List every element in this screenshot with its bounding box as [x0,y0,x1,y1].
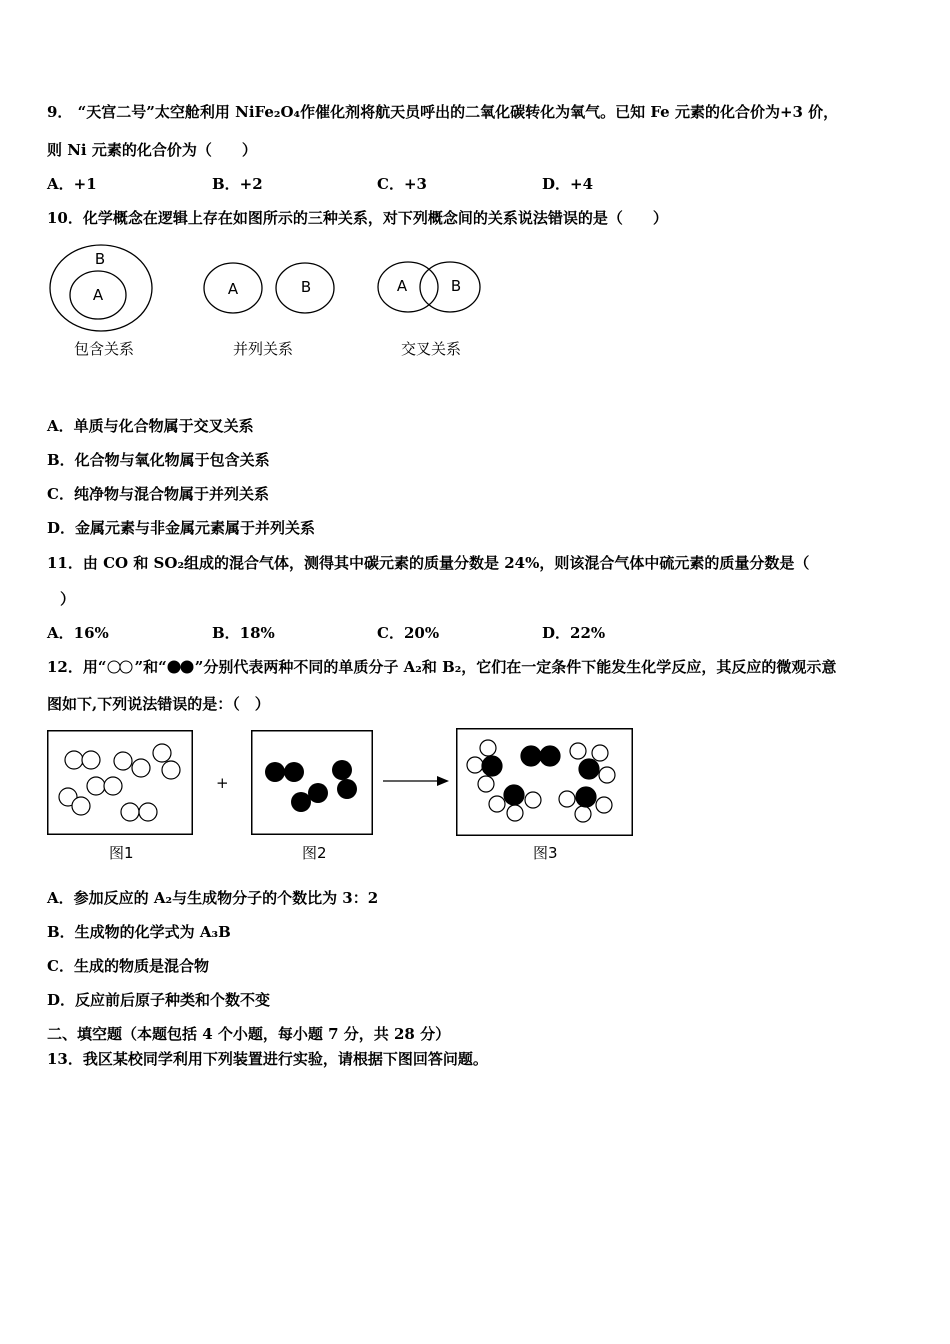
q9-stem-line1: 9． “天宫二号”太空舱利用 NiFe₂O₄作催化剂将航天员呼出的二氧化碳转化为氧气。已知 Fe 元素的化合价为+3 价， [47,103,839,121]
a-atom [153,744,171,762]
q12-figure3-caption: 图3 [533,844,558,862]
a-atom [139,803,157,821]
q9-option-a: A．+1 [47,175,97,193]
q11-option-c: C．20% [377,624,440,642]
q11-option-a: A．16% [47,624,109,642]
a-atom [114,752,132,770]
q10-relation-diagram [40,236,500,366]
filled-circle-molecule-icon [167,660,195,674]
q10-stem: 10．化学概念在逻辑上存在如图所示的三种关系，对下列概念间的关系说法错误的是（ ） [47,209,668,227]
b-atom [284,762,304,782]
parallel-caption: 并列关系 [232,340,294,358]
b-atom [332,760,352,780]
q12-option-b: B．生成物的化学式为 A₃B [47,923,231,941]
q10-option-a: A．单质与化合物属于交叉关系 [47,417,254,435]
q9-option-c: C．+3 [377,175,427,193]
q12-plus-sign: + [216,774,229,792]
q9-stem-line2: 则 Ni 元素的化合价为（ ） [47,141,257,159]
q12-stem-part2: ”和“ [134,658,167,676]
contain-label-a: A [92,286,104,304]
q11-option-b: B．18% [212,624,275,642]
q10-option-b: B．化合物与氧化物属于包含关系 [47,451,270,469]
q12-option-a: A．参加反应的 A₂与生成物分子的个数比为 3：2 [47,889,379,907]
a-atom [82,751,100,769]
q11-option-d: D．22% [542,624,606,642]
a-atom [121,803,139,821]
q9-option-d: D．+4 [542,175,594,193]
a-atom [132,759,150,777]
contain-caption: 包含关系 [73,340,135,358]
q12-figure1 [47,730,193,835]
q11-stem-line2: ） [60,590,76,608]
q9-option-b: B．+2 [212,175,263,193]
q12-figure1-caption: 图1 [109,844,134,862]
a-atom [72,797,90,815]
q12-stem-part3: ”分别代表两种不同的单质分子 A₂和 B₂，它们在一定条件下能发生化学反应，其反应的微观示意 [194,658,837,676]
q12-stem-line1 [47,657,836,677]
cross-label-b: B [450,277,462,295]
a-atom [162,761,180,779]
a-atom [104,777,122,795]
b-atom [337,779,357,799]
a-atom [65,751,83,769]
section2-title: 二、填空题（本题包括 4 个小题，每小题 7 分，共 28 分） [47,1025,451,1043]
b-atom [308,783,328,803]
contain-label-b: B [94,250,106,268]
q12-figure2 [251,730,373,835]
q10-option-c: C．纯净物与混合物属于并列关系 [47,485,269,503]
cross-caption: 交叉关系 [400,340,462,358]
q10-option-d: D．金属元素与非金属元素属于并列关系 [47,519,316,537]
q12-stem-part1: 12．用“ [47,658,107,676]
q12-option-c: C．生成的物质是混合物 [47,957,209,975]
b-atom [291,792,311,812]
cross-label-a: A [396,277,408,295]
q11-stem-line1: 11．由 CO 和 SO₂组成的混合气体，测得其中碳元素的质量分数是 24%，则该混合气体中硫元素的质量分数是（ [47,554,810,572]
reaction-arrow-icon [383,774,451,788]
a-atom [87,777,105,795]
q12-option-d: D．反应前后原子种类和个数不变 [47,991,271,1009]
q13-stem: 13．我区某校同学利用下列装置进行实验，请根据下图回答问题。 [47,1050,488,1068]
q12-figure2-caption: 图2 [302,844,327,862]
b-atom [265,762,285,782]
q12-stem-line2: 图如下,下列说法错误的是：（ ） [47,695,270,713]
parallel-label-b: B [300,278,312,296]
q12-figure3 [456,728,633,836]
parallel-label-a: A [227,280,239,298]
open-circle-molecule-icon [107,660,135,674]
